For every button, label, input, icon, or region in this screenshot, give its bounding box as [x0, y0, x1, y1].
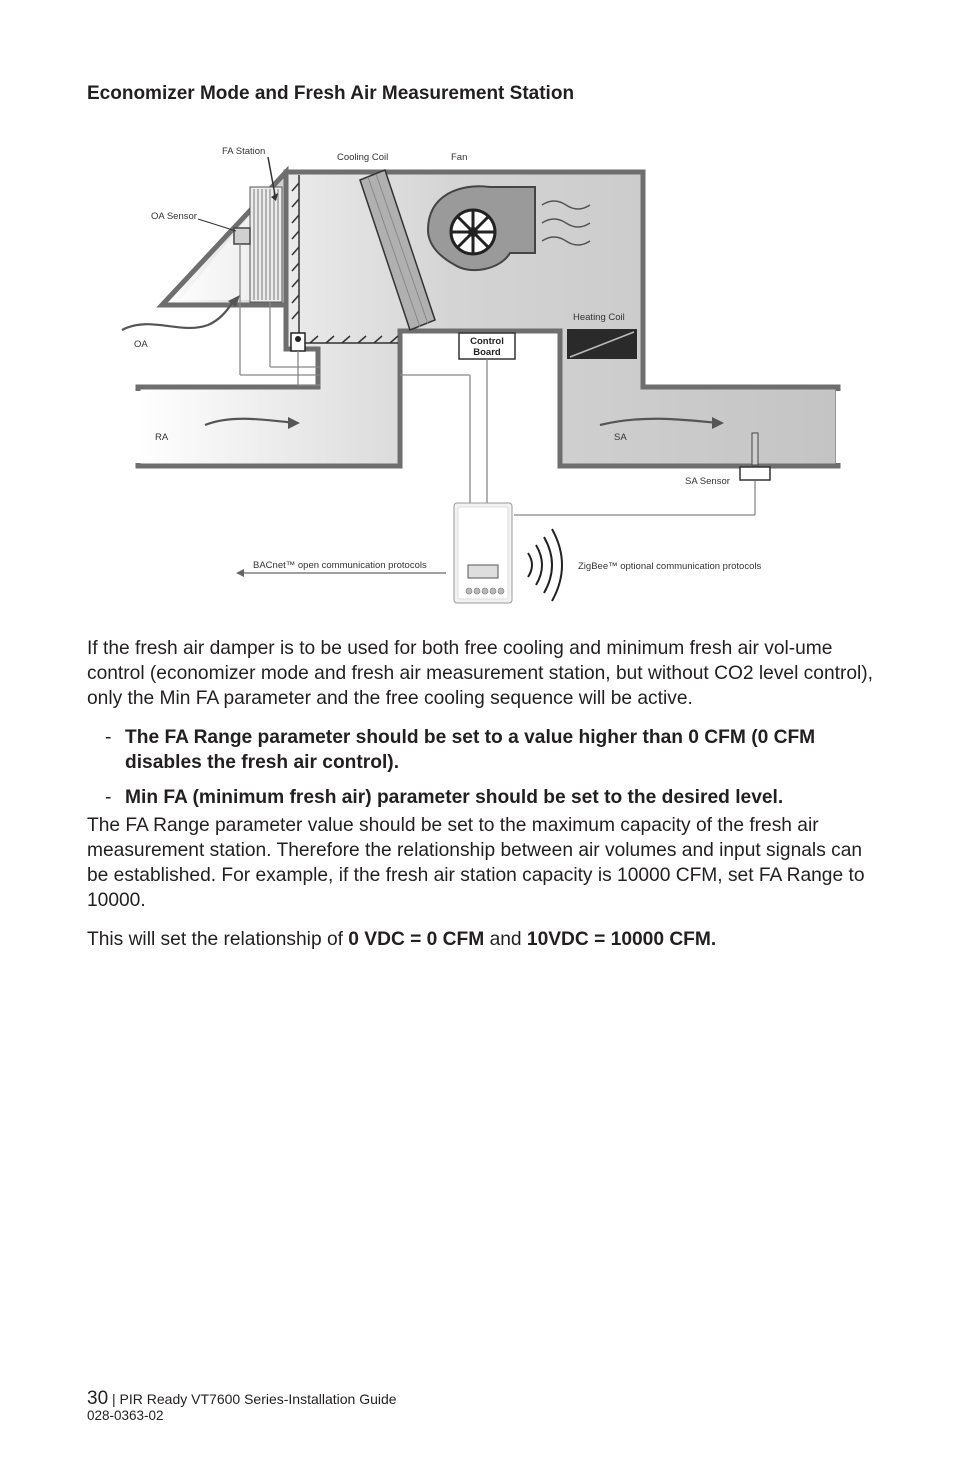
bullet-dash: -	[105, 787, 112, 808]
relationship-low: 0 VDC = 0 CFM	[348, 929, 485, 950]
guide-title: | PIR Ready VT7600 Series-Installation Guide	[108, 1391, 397, 1407]
label-oa: OA	[134, 339, 148, 350]
requirements-list	[105, 725, 885, 820]
label-heating-coil: Heating Coil	[573, 312, 625, 323]
bullet-text: The FA Range parameter should be set to a value higher than 0 CFM (0 CFM disables the fresh air control).	[125, 727, 816, 773]
doc-number: 028-0363-02	[87, 1408, 164, 1423]
control-board-label-2: Board	[473, 347, 501, 358]
label-ra: RA	[155, 432, 169, 443]
economizer-diagram-svg	[110, 135, 850, 615]
relationship-mid: and	[484, 929, 527, 950]
bullet-text: Min FA (minimum fresh air) parameter should be set to the desired level.	[125, 787, 784, 808]
list-item	[105, 785, 885, 810]
section-heading: Economizer Mode and Fresh Air Measurement Station	[87, 83, 575, 104]
label-sa: SA	[614, 432, 627, 443]
fa-range-paragraph: The FA Range parameter value should be set to the maximum capacity of the fresh air measurement station. Therefore the relationship between air volumes and input signals can be established. For example, if the fresh air station capacity is 10000 CFM, set FA Range to 10000.	[87, 815, 865, 911]
intro-paragraph: If the fresh air damper is to be used for both free cooling and minimum fresh air vol-ume control (economizer mode and fresh air measurement station, but without CO2 level control), only the Min FA parameter and the free cooling sequence will be active.	[87, 638, 873, 709]
label-oa-sensor: OA Sensor	[151, 211, 197, 222]
economizer-diagram	[110, 135, 850, 615]
page-footer	[87, 1388, 397, 1423]
list-item	[105, 725, 885, 775]
relationship-paragraph	[87, 927, 877, 952]
thermostat-controller	[454, 503, 512, 603]
label-sa-sensor: SA Sensor	[685, 476, 730, 487]
label-fa-station: FA Station	[222, 146, 266, 157]
zigbee-waves	[528, 529, 562, 601]
heating-coil	[567, 329, 637, 359]
label-zigbee: ZigBee™ optional communication protocols	[578, 561, 762, 572]
bacnet-arrow	[236, 569, 244, 577]
relationship-high: 10VDC = 10000 CFM.	[526, 929, 717, 950]
label-cooling-coil: Cooling Coil	[337, 152, 389, 163]
label-fan: Fan	[451, 152, 468, 163]
control-board-label-1: Control	[470, 336, 504, 347]
bullet-dash: -	[105, 727, 112, 748]
label-bacnet: BACnet™ open communication protocols	[253, 560, 427, 571]
page-number: 30	[87, 1388, 109, 1409]
oa-sensor	[234, 228, 250, 244]
relationship-prefix: This will set the relationship of	[87, 929, 349, 950]
